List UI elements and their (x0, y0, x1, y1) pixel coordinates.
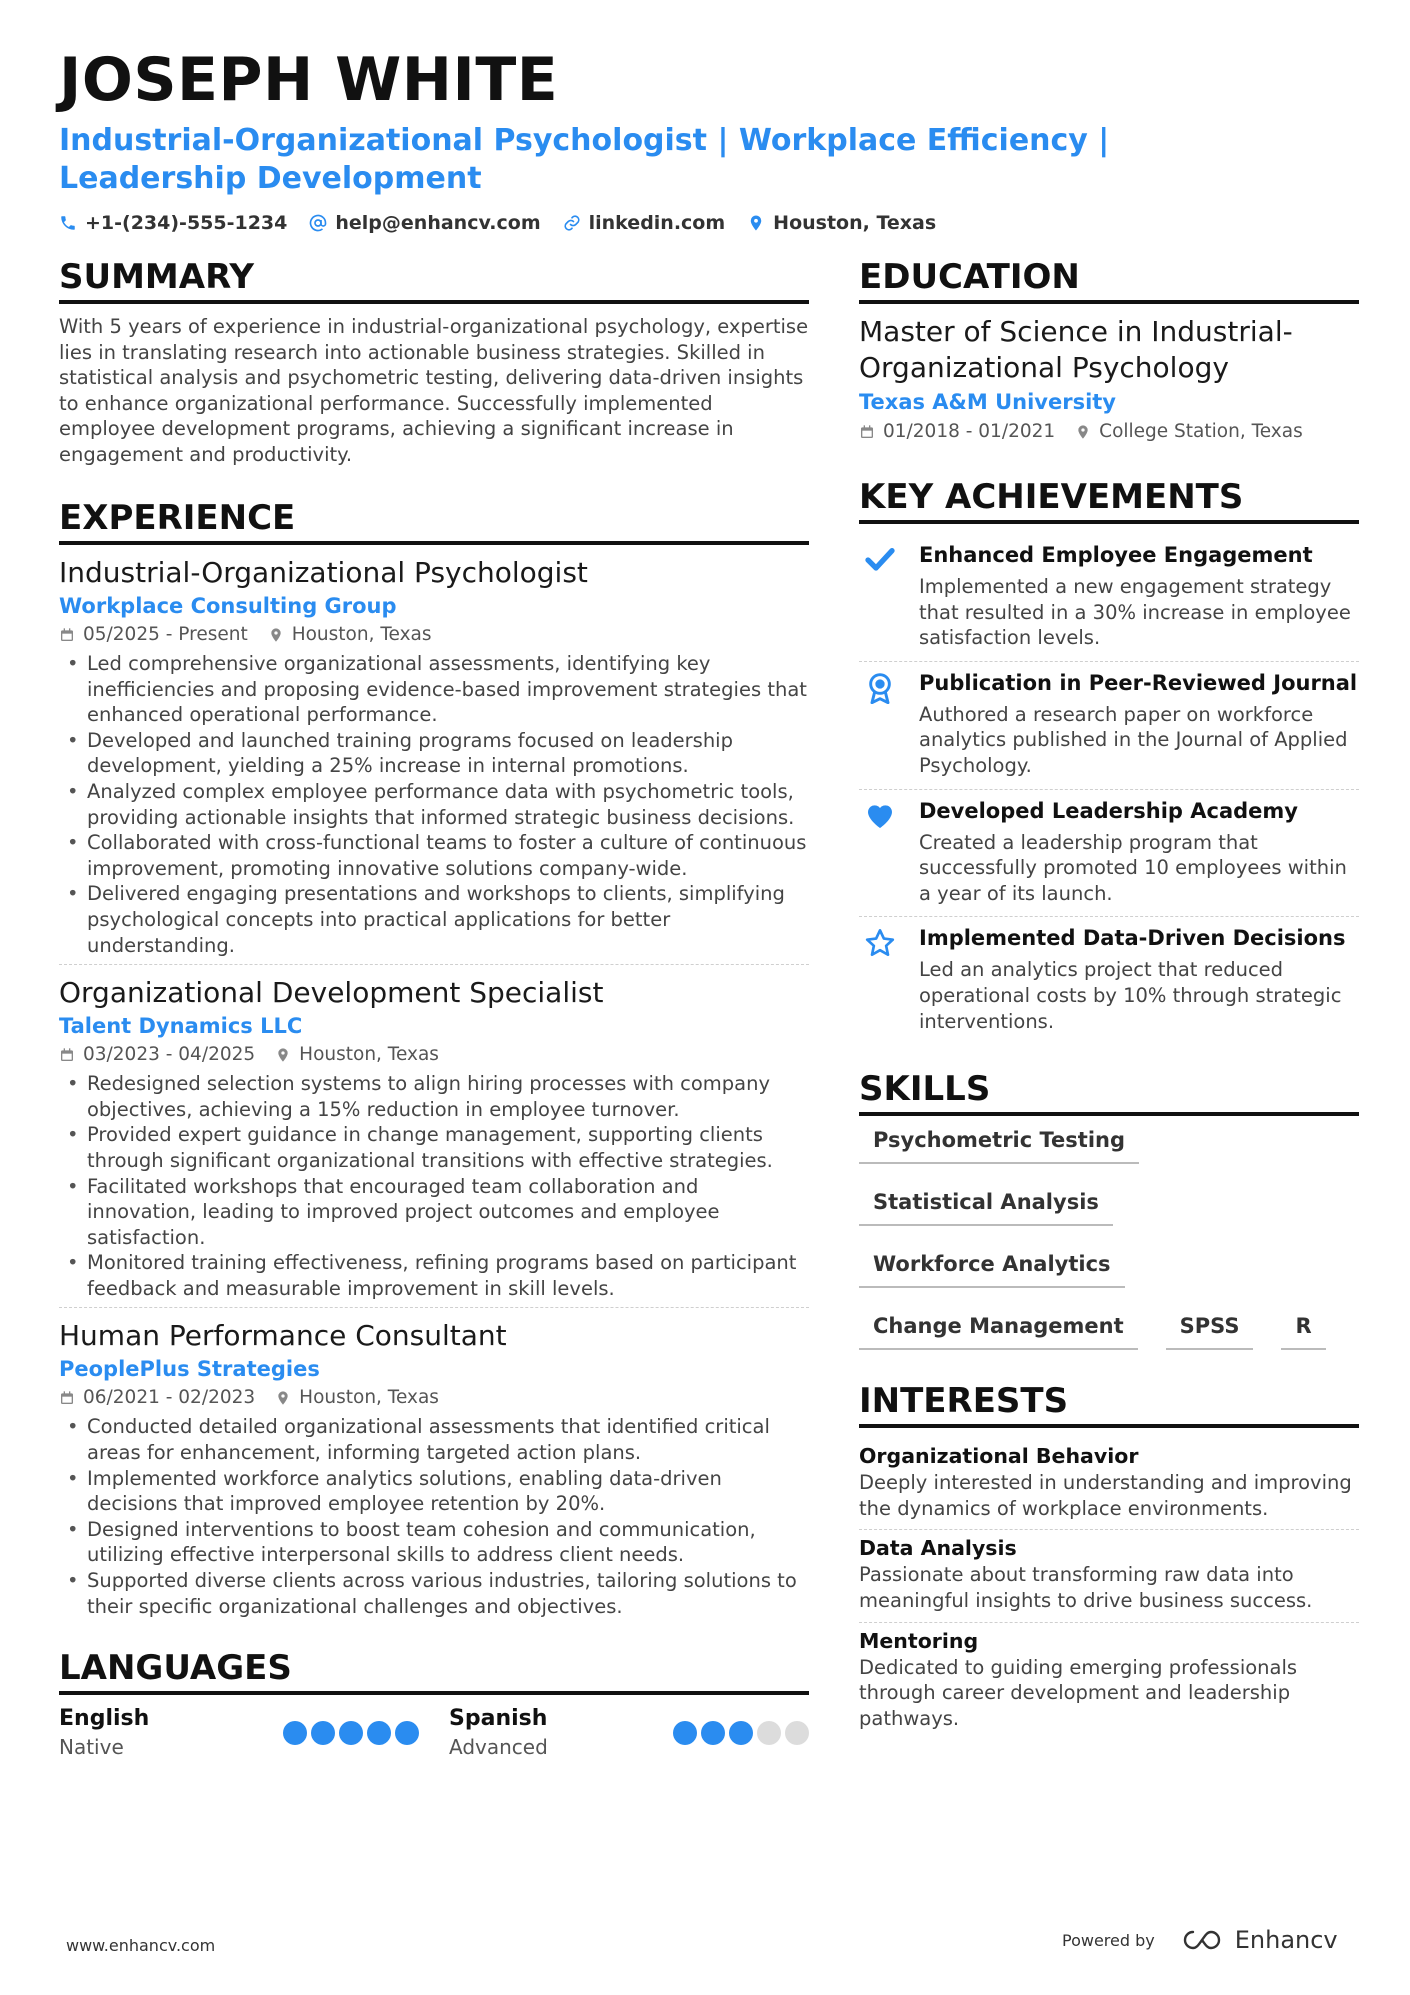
enhancv-logo[interactable] (1179, 1926, 1338, 1954)
location-pin-icon (275, 1390, 291, 1406)
checkmark-icon (864, 544, 896, 576)
job-dates: 05/2025 - Present (83, 624, 248, 645)
job-meta (59, 1384, 809, 1412)
job-title: Organizational Development Specialist (59, 976, 604, 1010)
phone-icon (59, 214, 77, 232)
skill-tag: Statistical Analysis (859, 1188, 1113, 1226)
job-bullets (59, 1414, 809, 1619)
achievement-title: Publication in Peer-Reviewed Journal (919, 670, 1358, 695)
language-item (449, 1705, 809, 1761)
job-entry (59, 555, 809, 965)
location-pin-icon (268, 627, 284, 643)
interest-item (859, 1530, 1359, 1622)
achievement-item (859, 917, 1359, 1044)
job-entry (59, 1318, 809, 1625)
job-company: Talent Dynamics LLC (59, 1014, 303, 1039)
bullet-item: • Implemented workforce analytics solutions, enabling data-driven decisions that improved employee retention by 20%. (59, 1466, 809, 1517)
bullet-item: • Redesigned selection systems to align hiring processes with company objectives, achieving a 15% reduction in employee turnover. (59, 1071, 809, 1122)
bullet-item: • Collaborated with cross-functional teams to foster a culture of continuous improvement, promoting innovative solutions company-wide. (59, 830, 809, 881)
bullet-item: • Facilitated workshops that encouraged team collaboration and innovation, leading to improved project outcomes and employee satisfaction. (59, 1174, 809, 1251)
location-pin-icon (747, 214, 765, 232)
job-dates: 06/2021 - 02/2023 (83, 1387, 256, 1409)
rating-dot-filled (729, 1721, 753, 1745)
achievement-desc: Led an analytics project that reduced operational costs by 10% through strategic interventions. (919, 958, 1342, 1033)
skills-heading: SKILLS (859, 1068, 1359, 1116)
job-location: Houston, Texas (291, 624, 432, 645)
achievement-desc: Implemented a new engagement strategy that resulted in a 30% increase in employee satisfaction levels. (919, 575, 1351, 650)
interest-title: Mentoring (859, 1628, 979, 1653)
rating-dot-filled (367, 1721, 391, 1745)
job-location: Houston, Texas (299, 1387, 439, 1409)
contact-email[interactable] (309, 212, 540, 234)
achievement-item (859, 790, 1359, 918)
education-location: College Station, Texas (1099, 421, 1303, 442)
achievement-item (859, 662, 1359, 790)
interest-item (859, 1623, 1359, 1740)
language-item (59, 1705, 419, 1761)
rating-dot-empty (785, 1721, 809, 1745)
bullet-item: • Analyzed complex employee performance data with psychometric tools, providing actionable insights that informed strategic business decisions. (59, 779, 809, 830)
right-column (859, 256, 1359, 1739)
location-pin-icon (1075, 424, 1091, 440)
location-pin-icon (275, 1047, 291, 1063)
bullet-item: • Led comprehensive organizational assessments, identifying key inefficiencies and proposing evidence-based improvement strategies that enhanced operational performance. (59, 651, 809, 728)
interest-desc: Passionate about transforming raw data into meaningful insights to drive business success. (859, 1563, 1313, 1612)
skill-tag: Change Management (859, 1312, 1138, 1350)
job-entry (59, 975, 809, 1308)
interests-heading: INTERESTS (859, 1380, 1359, 1428)
job-company: PeoplePlus Strategies (59, 1357, 320, 1382)
left-column (59, 256, 809, 1761)
job-bullets (59, 1071, 809, 1301)
bullet-item: • Conducted detailed organizational assessments that identified critical areas for enhancement, informing targeted action plans. (59, 1414, 809, 1465)
language-level: Advanced (449, 1735, 548, 1760)
bullet-item: • Delivered engaging presentations and workshops to clients, simplifying psychological concepts into practical applications for better understanding. (59, 881, 809, 958)
job-location: Houston, Texas (299, 1044, 439, 1066)
calendar-icon (59, 1390, 75, 1406)
summary-text: With 5 years of experience in industrial-organizational psychology, expertise lies in translating research into actionable business strategies. Skilled in statistical analysis and psychometric testing, delivering data-driven insights to enhance organizational performance. Successfully implemented employee development programs, achieving a significant increase in engagement and productivity. (59, 315, 809, 466)
calendar-icon (859, 424, 875, 440)
achievement-item (859, 534, 1359, 662)
education-dates: 01/2018 - 01/2021 (883, 421, 1056, 442)
language-rating (673, 1721, 809, 1745)
skills-list (859, 1126, 1359, 1350)
interest-title: Organizational Behavior (859, 1444, 1139, 1469)
job-title: Industrial-Organizational Psychologist (59, 556, 588, 589)
summary-heading: SUMMARY (59, 256, 809, 304)
rating-dot-filled (395, 1721, 419, 1745)
job-dates: 03/2023 - 04/2025 (83, 1044, 256, 1066)
location-text: Houston, Texas (773, 212, 937, 234)
award-ribbon-icon (864, 672, 896, 704)
calendar-icon (59, 1047, 75, 1063)
job-meta (59, 1041, 809, 1069)
education-degree: Master of Science in Industrial-Organizational Psychology (859, 315, 1293, 384)
contact-linkedin[interactable] (563, 212, 726, 234)
powered-by-label: Powered by (1062, 1930, 1155, 1950)
job-bullets (59, 651, 809, 958)
rating-dot-filled (673, 1721, 697, 1745)
education-entry (859, 314, 1359, 446)
job-title: Human Performance Consultant (59, 1319, 507, 1353)
languages-list (59, 1705, 809, 1761)
skill-tag: Workforce Analytics (859, 1250, 1125, 1288)
job-meta (59, 621, 809, 649)
rating-dot-filled (311, 1721, 335, 1745)
job-company: Workplace Consulting Group (59, 594, 397, 618)
star-icon (864, 927, 896, 959)
achievement-title: Implemented Data-Driven Decisions (919, 926, 1346, 951)
contact-phone[interactable] (59, 212, 287, 234)
candidate-name: JOSEPH WHITE (59, 45, 559, 115)
skill-tag: Psychometric Testing (859, 1126, 1139, 1164)
experience-heading: EXPERIENCE (59, 497, 809, 545)
link-icon (563, 214, 581, 232)
achievement-title: Developed Leadership Academy (919, 798, 1298, 823)
footer-website[interactable]: www.enhancv.com (66, 1936, 216, 1955)
achievement-desc: Authored a research paper on workforce analytics published in the Journal of Applied Psychology. (919, 702, 1348, 777)
rating-dot-filled (339, 1721, 363, 1745)
resume-header (59, 44, 1359, 234)
education-heading: EDUCATION (859, 256, 1359, 304)
rating-dot-empty (757, 1721, 781, 1745)
heart-icon (864, 800, 896, 832)
interest-desc: Dedicated to guiding emerging professionals through career development and leadership pathways. (859, 1655, 1298, 1730)
email-text: help@enhancv.com (335, 212, 541, 234)
interest-title: Data Analysis (859, 1536, 1017, 1561)
calendar-icon (59, 627, 75, 643)
bullet-item: • Designed interventions to boost team cohesion and communication, utilizing effective interpersonal skills to address client needs. (59, 1517, 809, 1568)
candidate-title: Industrial-Organizational Psychologist | Workplace Efficiency | Leadership Development (59, 123, 1110, 196)
contact-bar (59, 212, 1359, 234)
bullet-item: • Supported diverse clients across various industries, tailoring solutions to their specific organizational challenges and objectives. (59, 1568, 809, 1619)
education-meta (859, 418, 1359, 446)
at-sign-icon (309, 214, 327, 232)
achievements-heading: KEY ACHIEVEMENTS (859, 476, 1359, 524)
bullet-item: • Monitored training effectiveness, refining programs based on participant feedback and measurable improvement in skill levels. (59, 1250, 809, 1301)
rating-dot-filled (701, 1721, 725, 1745)
bullet-item: • Developed and launched training programs focused on leadership development, yielding a 25% increase in internal promotions. (59, 728, 809, 779)
skill-tag: SPSS (1166, 1312, 1254, 1350)
language-name: Spanish (449, 1706, 548, 1732)
interest-item (859, 1438, 1359, 1530)
contact-location (747, 212, 936, 234)
education-school: Texas A&M University (859, 390, 1116, 414)
achievement-title: Enhanced Employee Engagement (919, 543, 1313, 567)
languages-heading: LANGUAGES (59, 1647, 809, 1695)
language-name: English (59, 1706, 150, 1732)
linkedin-text: linkedin.com (588, 212, 726, 234)
bullet-item: • Provided expert guidance in change management, supporting clients through significant organizational transitions with effective strategies. (59, 1122, 809, 1173)
achievement-desc: Created a leadership program that successfully promoted 10 employees within a year of its launch. (919, 830, 1347, 905)
interest-desc: Deeply interested in understanding and improving the dynamics of workplace environments. (859, 1471, 1352, 1520)
language-level: Native (59, 1735, 124, 1760)
skill-tag: R (1281, 1312, 1325, 1350)
language-rating (283, 1721, 419, 1745)
brand-name: Enhancv (1234, 1926, 1338, 1954)
enhancv-logo-icon (1179, 1928, 1225, 1952)
phone-text: +1-(234)-555-1234 (85, 212, 288, 234)
rating-dot-filled (283, 1721, 307, 1745)
footer-branding (1062, 1926, 1338, 1954)
